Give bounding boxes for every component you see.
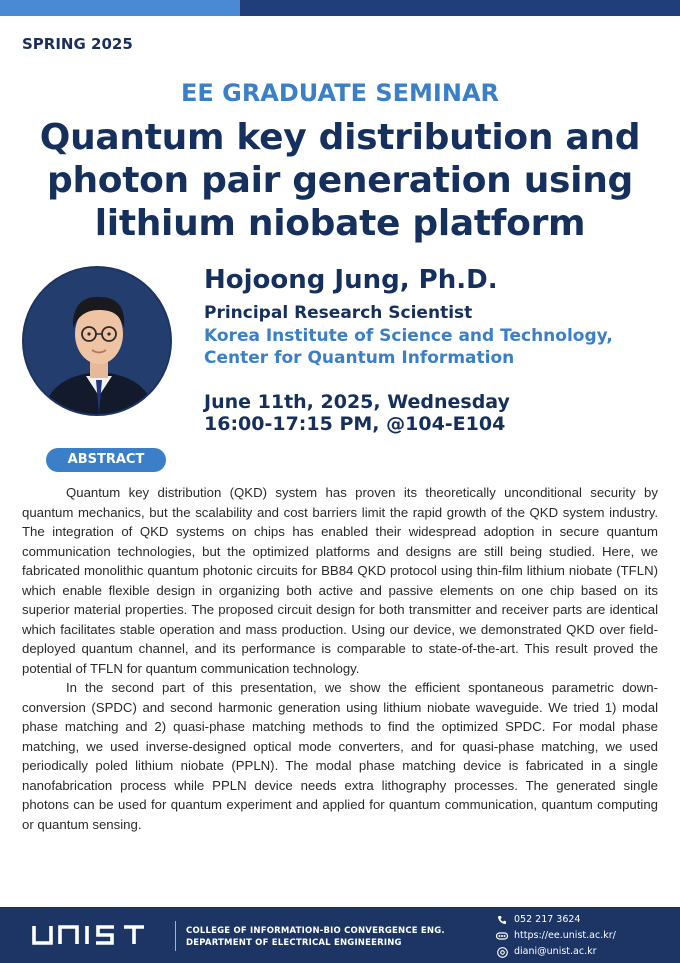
college-name [186, 925, 445, 949]
contact-phone [496, 912, 616, 928]
unist-logo [32, 925, 158, 949]
event-schedule [204, 391, 510, 435]
contact-web[interactable] [496, 928, 616, 944]
top-color-bar [0, 0, 680, 16]
speaker-photo [22, 266, 172, 416]
contact-web-link[interactable]: https://ee.unist.ac.kr/ [514, 930, 616, 941]
talk-title [0, 116, 680, 245]
college-name-line: COLLEGE OF INFORMATION-BIO CONVERGENCE ENG. [186, 926, 445, 936]
abstract-paragraph: Quantum key distribution (QKD) system has proven its theoretically unconditional security by quantum mechanics, but the scalability and cost barriers limit the rapid growth of the QKD system industry. The integration of QKD systems on chips has enabled their widespread adoption in secure quantum communication technologies, but the optimized platforms and designs are still being studied. Here, we fabricated monolithic quantum photonic circuits for BB84 QKD protocol using thin-film lithium niobate (TFLN) which enable flexible design in organizing both active and passive elements on one chip based on its superior material properties. The proposed circuit design for both transmitter and receiver parts are identical which facilitates stable operation and mass production. Using our device, we demonstrated QKD over field-deployed quantum channel, and its performance is comparable to state-of-the-art. This result proved the potential of TFLN for quantum communication technology. [22, 485, 658, 676]
season-label: SPRING 2025 [22, 35, 133, 53]
contact-info [496, 912, 616, 960]
contact-phone-text: 052 217 3624 [514, 914, 581, 925]
speaker-portrait-illustration [24, 268, 172, 416]
talk-title-line: Quantum key distribution and [39, 117, 641, 158]
seminar-series-title: EE GRADUATE SEMINAR [180, 79, 500, 107]
talk-title-line: photon pair generation using [46, 160, 634, 201]
event-time-place: 16:00-17:15 PM, @104-E104 [204, 413, 506, 435]
speaker-role: Principal Research Scientist [204, 303, 473, 323]
unist-logo-mark [32, 925, 158, 945]
contact-email[interactable] [496, 944, 616, 960]
speaker-affiliation-line: Center for Quantum Information [204, 348, 515, 368]
web-icon [496, 930, 508, 942]
phone-icon [496, 914, 508, 926]
top-color-bar-accent [0, 0, 240, 16]
event-date: June 11th, 2025, Wednesday [204, 391, 510, 413]
talk-title-line: lithium niobate platform [94, 203, 586, 244]
abstract-body [22, 483, 658, 834]
speaker-name: Hojoong Jung, Ph.D. [204, 265, 498, 295]
department-name-line: DEPARTMENT OF ELECTRICAL ENGINEERING [186, 938, 402, 948]
speaker-affiliation [204, 325, 613, 369]
abstract-badge: ABSTRACT [46, 448, 166, 472]
footer-bar [0, 907, 680, 963]
contact-email-link[interactable]: diani@unist.ac.kr [514, 946, 597, 957]
footer-divider [175, 921, 176, 951]
email-icon [496, 946, 508, 958]
abstract-paragraph: In the second part of this presentation, we show the efficient spontaneous parametric down-conversion (SPDC) and second harmonic generation using lithium niobate waveguide. We tried 1) modal phase matching and 2) quasi-phase matching methods to find the optimized SPDC. For modal phase matching, we used inverse-designed optical mode converters, and for quasi-phase matching, we used periodically poled lithium niobate (PPLN). The modal phase matching device is fabricated in a single nanofabrication process while PPLN device needs extra lithography processes. The generated single photons can be used for quantum experiment and applied for quantum communication, quantum computing or quantum sensing. [22, 680, 658, 832]
speaker-affiliation-line: Korea Institute of Science and Technology, [204, 326, 613, 346]
